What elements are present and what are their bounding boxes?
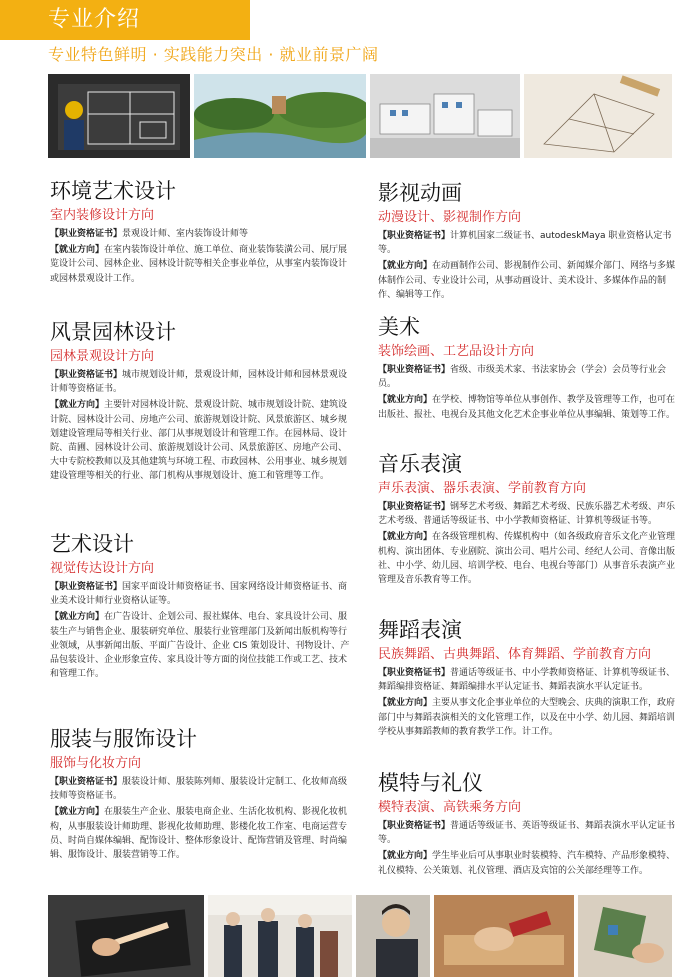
certificate-text: 普通话等级证书、英语等级证书、舞蹈表演水平认定证书等。 [378,821,676,846]
design-drawing-photo [48,74,190,158]
employment-label: 【就业方向】 [50,400,105,411]
major-direction: 声乐表演、器乐表演、学前教育方向 [378,481,587,496]
major-title: 环境艺术设计 [50,179,176,203]
major-title: 音乐表演 [378,452,462,476]
major-title: 风景园林设计 [50,320,176,344]
major-film-animation [378,180,678,302]
top-photo-strip [48,74,672,158]
employment-paragraph [378,530,678,587]
certificate-paragraph [50,368,350,396]
certificate-text: 省级、市级美术家、书法家协会（学会）会员等行业会员。 [378,365,667,390]
certificate-label: 【职业资格证书】 [378,821,451,831]
certificate-label: 【职业资格证书】 [378,365,451,375]
employment-paragraph [50,243,350,286]
certificate-label: 【职业资格证书】 [378,502,451,512]
artist-portrait-photo [356,895,430,977]
major-direction: 装饰绘画、工艺品设计方向 [378,344,535,359]
certificate-paragraph [50,227,350,241]
major-direction: 动漫设计、影视制作方向 [378,210,522,225]
certificate-text: 国家平面设计师资格证书、国家网络设计师资格证书、商业美术设计师行业资格认证等。 [50,582,348,607]
major-direction: 园林景观设计方向 [50,349,155,364]
major-model-etiquette [378,770,678,878]
employment-text: 在服装生产企业、服装电商企业、生活化妆机构、影视化妆机构，从事服装设计师助理、影视化妆师助理、影楼化妆工作室、电商运营专员、时尚自媒体编辑、配饰设计、整体形象设计、配饰营销及管理、时尚编辑、服饰设计、服装营销等工作。 [50,807,348,861]
employment-label: 【就业方向】 [378,395,433,406]
certificate-paragraph [378,363,678,391]
tablet-drawing-photo [48,895,204,977]
employment-label: 【就业方向】 [378,261,433,272]
certificate-text: 服装设计师、服装陈列师、服装设计定制工、化妆师高级技师等资格证书。 [50,777,348,802]
employment-text: 在学校、博物馆等单位从事创作、教学及管理等工作，也可在出版社、报社、电视台及其他文化艺术企事业单位从事编辑、策划等工作。 [378,395,676,420]
certificate-paragraph [50,775,350,803]
employment-text: 在各级管理机构、传媒机构中（如各级政府音乐文化产业管理机构、演出团体、专业剧院、演出公司、唱片公司、经纪人公司、音像出版社、中小学、幼儿园、培训学校、电台、电视台等部门）从事音乐表演产业管理及音乐教育等工作。 [378,532,676,586]
certificate-label: 【职业资格证书】 [50,370,123,380]
major-direction: 服饰与化妆方向 [50,756,142,771]
major-title: 艺术设计 [50,532,134,556]
certificate-paragraph [378,666,678,694]
page-title: 专业介绍 [0,0,250,40]
certificate-text: 城市规划设计师，景观设计师，园林设计师和园林景观设计师等资格证书。 [50,370,348,395]
major-title: 影视动画 [378,181,462,205]
major-fashion-design [50,726,350,862]
employment-paragraph [378,849,678,877]
employment-paragraph [378,393,678,421]
employment-label: 【就业方向】 [50,245,105,256]
major-art-design [50,531,350,681]
employment-paragraph [378,259,678,302]
woodcraft-photo [434,895,574,977]
certificate-paragraph [378,819,678,847]
employment-text: 在广告设计、企划公司、报社媒体、电台、家具设计公司、服装生产与销售企业、服装研究单位、服装行业管理部门及新闻出版机构等行业领域，从事新闻出版、平面广告设计、企业 CIS 策划设计、刊物设计、产品包装设计、企业形象宣传、家具设计等方面的岗位技能工作或工艺、技术和管理工作。 [50,612,350,680]
employment-text: 学生毕业后可从事职业时装模特、汽车模特、产品形象模特、礼仪模特、公关策划、礼仪管理、酒店及宾馆的公关部经理等工作。 [378,851,676,876]
employment-paragraph [50,398,350,483]
certificate-text: 钢琴艺术考级、舞蹈艺术考级、民族乐器艺术考级、声乐艺术考级、普通话等级证书、中小学教师资格证、计算机等级证书等。 [378,502,676,527]
employment-label: 【就业方向】 [378,851,433,862]
major-direction: 民族舞蹈、古典舞蹈、体育舞蹈、学前教育方向 [378,647,652,662]
page-subtitle: 专业特色鲜明 · 实践能力突出 · 就业前景广阔 [48,45,379,64]
architecture-model-photo [370,74,520,158]
major-environmental-art [50,178,350,286]
major-direction: 室内装修设计方向 [50,208,155,223]
certificate-paragraph [378,500,678,528]
employment-text: 在动画制作公司、影视制作公司、新闻媒介部门、网络与多媒体制作公司、专业设计公司，从事动画设计、美术设计、多媒体作品的制作、编辑等工作。 [378,261,676,300]
major-title: 舞蹈表演 [378,618,462,642]
major-music-performance [378,451,678,587]
bottom-photo-strip [48,895,672,977]
major-fine-arts [378,314,678,422]
major-title: 服装与服饰设计 [50,727,197,751]
employment-text: 在室内装饰设计单位、施工单位、商业装饰装潢公司、展厅展览设计公司、园林企业、园林设计院等相关企事业单位，从事室内装饰设计或园林景观设计工作。 [50,245,348,284]
model-making-photo [578,895,672,977]
landscape-garden-photo [194,74,366,158]
major-title: 模特与礼仪 [378,771,483,795]
certificate-label: 【职业资格证书】 [378,231,451,241]
major-direction: 模特表演、高铁乘务方向 [378,800,522,815]
employment-label: 【就业方向】 [50,612,105,623]
certificate-text: 普通话等级证书、中小学教师资格证、计算机等级证书、舞蹈编排资格证、舞蹈编排水平认定证书、舞蹈表演水平认定证书。 [378,668,676,693]
certificate-label: 【职业资格证书】 [378,668,451,678]
employment-paragraph [50,610,350,681]
employment-label: 【就业方向】 [378,698,433,709]
certificate-label: 【职业资格证书】 [50,777,123,787]
certificate-text: 景观设计师、室内装饰设计师等 [122,229,249,239]
employment-label: 【就业方向】 [50,807,105,818]
blueprint-photo [524,74,672,158]
employment-paragraph [378,696,678,739]
certificate-text: 计算机国家二级证书、autodeskMaya 职业资格认定书等。 [378,231,672,256]
fashion-students-photo [208,895,352,977]
major-title: 美术 [378,315,420,339]
major-landscape-architecture [50,319,350,484]
employment-label: 【就业方向】 [378,532,433,543]
employment-paragraph [50,805,350,862]
major-dance-performance [378,617,678,739]
certificate-label: 【职业资格证书】 [50,582,123,592]
certificate-paragraph [378,229,678,257]
employment-text: 主要从事文化企事业单位的大型晚会、庆典的演职工作，政府部门中与舞蹈表演相关的文化管理工作，以及在中小学、幼儿园、舞蹈培训学校从事舞蹈教师的教育教学工作。计工作。 [378,698,676,737]
major-direction: 视觉传达设计方向 [50,561,155,576]
employment-text: 主要针对园林设计院、景观设计院、城市规划设计院、建筑设计院、园林设计公司、房地产公司、旅游规划设计院、风景旅游区、城乡规划建设管理局等相关行业、部门从事规划设计和管理工作。在园林局、设计院、苗圃、园林设计公司、旅游规划设计公司、风景旅游区、房地产公司、大中专院校教师以及其他建筑与环境工程、市政园林、公用事业、城乡规划建设管理等相关的行业、部门机构从事规划设计、施工和管理等工作。 [50,400,348,482]
certificate-label: 【职业资格证书】 [50,229,123,239]
certificate-paragraph [50,580,350,608]
